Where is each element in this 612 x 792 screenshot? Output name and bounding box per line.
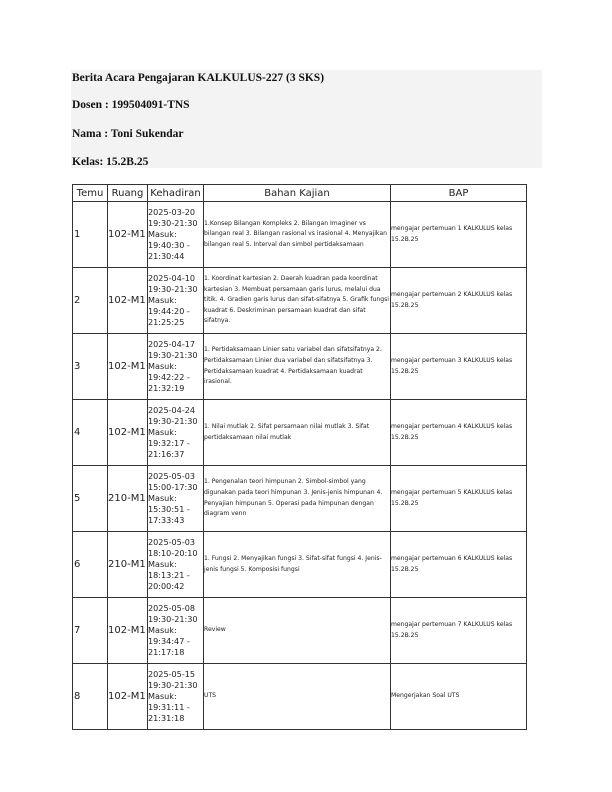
class-label: Kelas: 15.2B.25 xyxy=(72,156,149,168)
cell-ruang: 102-M1 xyxy=(108,202,148,268)
cell-temu: 5 xyxy=(73,466,108,532)
cell-temu: 4 xyxy=(73,400,108,466)
cell-kehadiran: 2025-05-03 15:00-17:30 Masuk: 15:30:51 - 17:33:43 xyxy=(148,466,204,532)
cell-kehadiran: 2025-05-15 19:30-21:30 Masuk: 19:31:11 - 21:31:18 xyxy=(148,664,204,730)
cell-bahan: Review xyxy=(204,598,391,664)
column-header-ruang: Ruang xyxy=(108,185,148,202)
table-row xyxy=(73,334,527,400)
cell-ruang: 102-M1 xyxy=(108,268,148,334)
cell-bap: mengajar pertemuan 2 KALKULUS kelas 15.2B.25 xyxy=(391,268,527,334)
header-panel xyxy=(71,70,542,168)
cell-kehadiran: 2025-04-10 19:30-21:30 Masuk: 19:44:20 - 21:25:25 xyxy=(148,268,204,334)
cell-bahan: 1. Koordinat kartesian 2. Daerah kuadran pada koordinat kartesian 3. Membuat persamaan garis lurus, melalui dua titik. 4. Gradien garis lurus dan sifat-sifatnya 5. Grafik fungsi kuadrat 6. Deskriminan persamaan kuadrat dan sifat sifatnya. xyxy=(204,268,391,334)
column-header-kehadiran: Kehadiran xyxy=(148,185,204,202)
cell-bahan: 1. Nilai mutlak 2. Sifat persamaan nilai mutlak 3. Sifat pertidaksamaan nilai mutlak xyxy=(204,400,391,466)
document-title: Berita Acara Pengajaran KALKULUS-227 (3 SKS) xyxy=(72,72,325,84)
table-row xyxy=(73,664,527,730)
cell-temu: 3 xyxy=(73,334,108,400)
cell-bahan: 1. Pengenalan teori himpunan 2. Simbol-simbol yang digunakan pada teori himpunan 3. Jenis-jenis himpunan 4. Penyajian himpunan 5. Operasi pada himpunan dengan diagram venn xyxy=(204,466,391,532)
cell-bahan: 1. Fungsi 2. Menyajikan fungsi 3. Sifat-sifat fungsi 4. Jenis-jenis fungsi 5. Komposisi fungsi xyxy=(204,532,391,598)
table-header-row xyxy=(73,185,527,202)
cell-bahan: 1. Pertidaksamaan Linier satu variabel dan sifatsifatnya 2. Pertidaksamaan Linier dua variabel dan sifatsifatnya 3. Pertidaksamaan kuadrat 4. Pertidaksamaan kuadrat irasional. xyxy=(204,334,391,400)
cell-ruang: 210-M1 xyxy=(108,466,148,532)
cell-bap: mengajar pertemuan 6 KALKULUS kelas 15.2B.25 xyxy=(391,532,527,598)
lecturer-name: Nama : Toni Sukendar xyxy=(72,128,184,140)
column-header-bahan-kajian: Bahan Kajian xyxy=(204,185,391,202)
cell-bap: mengajar pertemuan 3 KALKULUS kelas 15.2B.25 xyxy=(391,334,527,400)
table-row xyxy=(73,532,527,598)
cell-temu: 1 xyxy=(73,202,108,268)
cell-bahan: UTS xyxy=(204,664,391,730)
cell-temu: 2 xyxy=(73,268,108,334)
cell-temu: 6 xyxy=(73,532,108,598)
cell-temu: 8 xyxy=(73,664,108,730)
cell-kehadiran: 2025-04-24 19:30-21:30 Masuk: 19:32:17 - 21:16:37 xyxy=(148,400,204,466)
column-header-bap: BAP xyxy=(391,185,527,202)
cell-bap: mengajar pertemuan 5 KALKULUS kelas 15.2B.25 xyxy=(391,466,527,532)
cell-ruang: 102-M1 xyxy=(108,598,148,664)
cell-bap: mengajar pertemuan 4 KALKULUS kelas 15.2B.25 xyxy=(391,400,527,466)
table-row xyxy=(73,598,527,664)
cell-ruang: 102-M1 xyxy=(108,664,148,730)
cell-ruang: 102-M1 xyxy=(108,400,148,466)
attendance-table xyxy=(72,184,527,730)
cell-kehadiran: 2025-05-08 19:30-21:30 Masuk: 19:34:47 - 21:17:18 xyxy=(148,598,204,664)
lecturer-id: Dosen : 199504091-TNS xyxy=(72,99,190,111)
cell-ruang: 210-M1 xyxy=(108,532,148,598)
cell-kehadiran: 2025-03-20 19:30-21:30 Masuk: 19:40:30 - 21:30:44 xyxy=(148,202,204,268)
table-row xyxy=(73,400,527,466)
cell-temu: 7 xyxy=(73,598,108,664)
cell-ruang: 102-M1 xyxy=(108,334,148,400)
table-row xyxy=(73,268,527,334)
cell-kehadiran: 2025-05-03 18:10-20:10 Masuk: 18:13:21 - 20:00:42 xyxy=(148,532,204,598)
cell-bahan: 1.Konsep Bilangan Kompleks 2. Bilangan Imaginer vs bilangan real 3. Bilangan rasional vs irasional 4. Menyajikan bilangan real 5. Interval dan simbol pertidaksamaan xyxy=(204,202,391,268)
table-row xyxy=(73,466,527,532)
cell-bap: mengajar pertemuan 1 KALKULUS kelas 15.2B.25 xyxy=(391,202,527,268)
cell-bap: mengajar pertemuan 7 KALKULUS kelas 15.2B.25 xyxy=(391,598,527,664)
table-row xyxy=(73,202,527,268)
cell-bap: Mengerjakan Soal UTS xyxy=(391,664,527,730)
cell-kehadiran: 2025-04-17 19:30-21:30 Masuk: 19:42:22 - 21:32:19 xyxy=(148,334,204,400)
column-header-temu: Temu xyxy=(73,185,108,202)
